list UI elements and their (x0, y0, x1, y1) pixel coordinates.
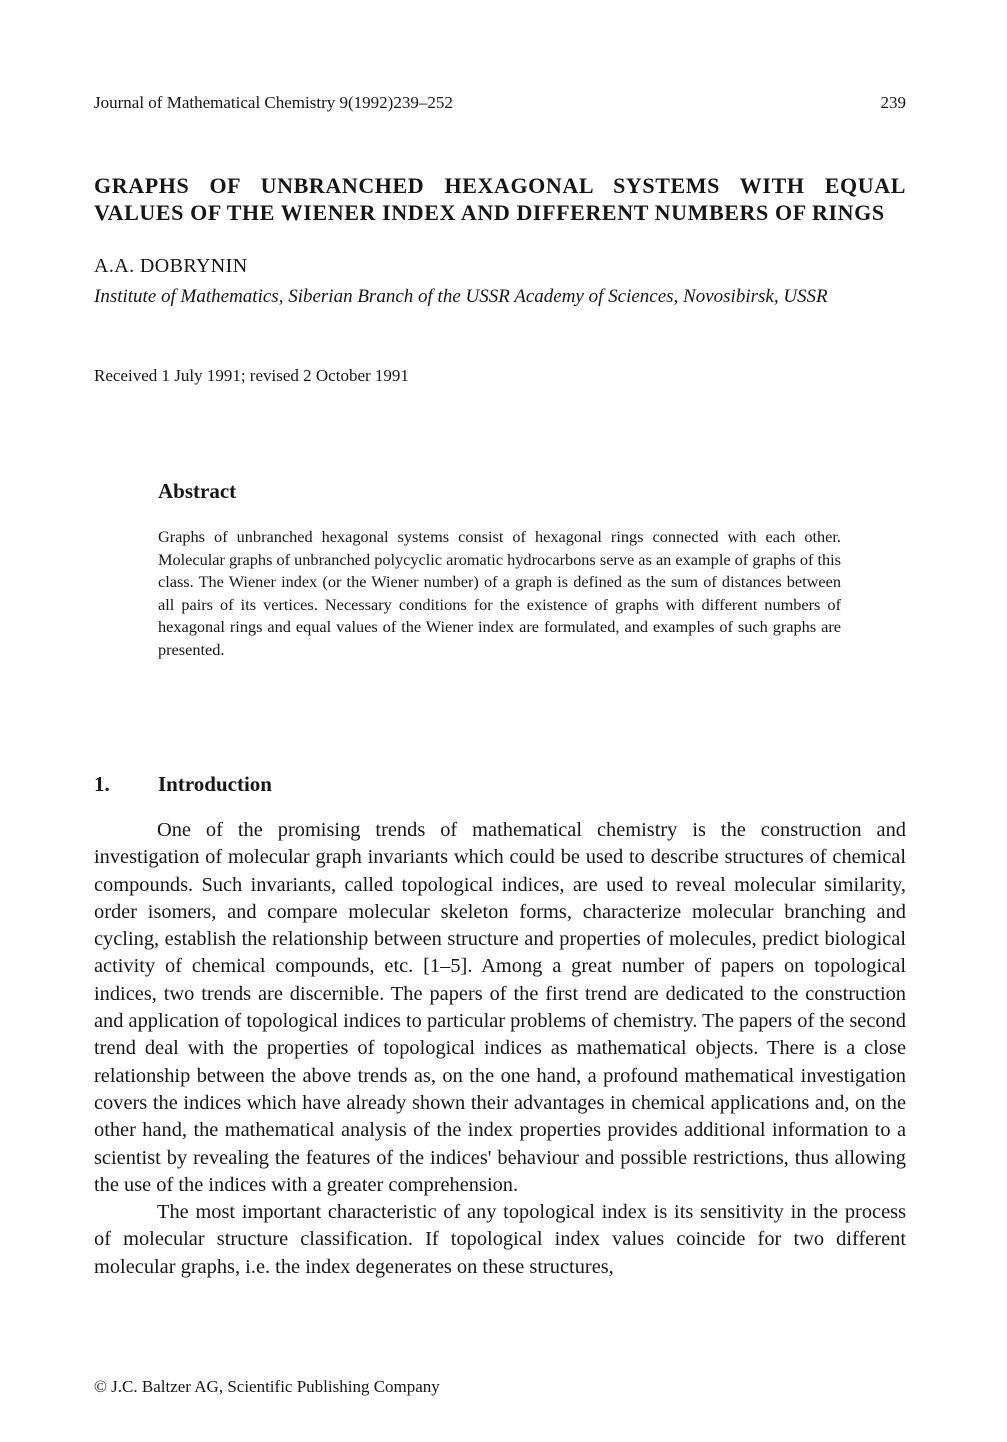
author-name: A.A. DOBRYNIN (94, 255, 248, 277)
section-heading (94, 771, 272, 797)
body-paragraph: The most important characteristic of any topological index is its sensitivity in the process of molecular structure classification. If topological index values coincide for two different molecular graphs, i.e. the index degenerates on these structures, (94, 1201, 906, 1278)
section-number: 1. (94, 772, 110, 796)
body-paragraph: One of the promising trends of mathematical chemistry is the construction and investigation of molecular graph invariants which could be used to describe structures of chemical compounds. Such invariants, called topological indices, are used to reveal molecular similarity, order isomers, and compare molecular skeleton forms, characterize molecular branching and cycling, establish the relationship between structure and properties of molecules, predict biological activity of chemical compounds, etc. [1–5]. Among a great number of papers on topological indices, two trends are discernible. The papers of the first trend are dedicated to the construction and application of topological indices to particular problems of chemistry. The papers of the second trend deal with the properties of topological indices as mathematical objects. There is a close relationship between the above trends as, on the one hand, a profound mathematical investigation covers the indices which have already shown their advantages in chemical applications and, on the other hand, the mathematical analysis of the index properties provides additional information to a scientist by revealing the features of the indices' behaviour and possible restrictions, thus allowing the use of the indices with a greater comprehension. (94, 819, 906, 1196)
abstract-text: Graphs of unbranched hexagonal systems consist of hexagonal rings connected with each other. Molecular graphs of unbranched polycyclic aromatic hydrocarbons serve as an example of graphs of this class. The Wiener index (or the Wiener number) of a graph is defined as the sum of distances between all pairs of its vertices. Necessary conditions for the existence of graphs with different numbers of hexagonal rings and equal values of the Wiener index are formulated, and examples of such graphs are presented. (158, 527, 841, 659)
author-affiliation: Institute of Mathematics, Siberian Branch of the USSR Academy of Sciences, Novosibirsk, USSR (94, 286, 828, 307)
copyright-footer: © J.C. Baltzer AG, Scientific Publishing Company (94, 1377, 440, 1396)
page-number: 239 (880, 93, 906, 112)
abstract-heading: Abstract (158, 479, 237, 503)
section-body (94, 817, 906, 1281)
journal-citation: Journal of Mathematical Chemistry 9(1992)239–252 (94, 93, 453, 112)
received-dates: Received 1 July 1991; revised 2 October 1991 (94, 366, 409, 385)
paper-title: GRAPHS OF UNBRANCHED HEXAGONAL SYSTEMS WITH EQUAL VALUES OF THE WIENER INDEX AND DIFFERENT NUMBERS OF RINGS (94, 173, 906, 225)
section-title: Introduction (158, 772, 272, 796)
running-head (94, 92, 906, 114)
